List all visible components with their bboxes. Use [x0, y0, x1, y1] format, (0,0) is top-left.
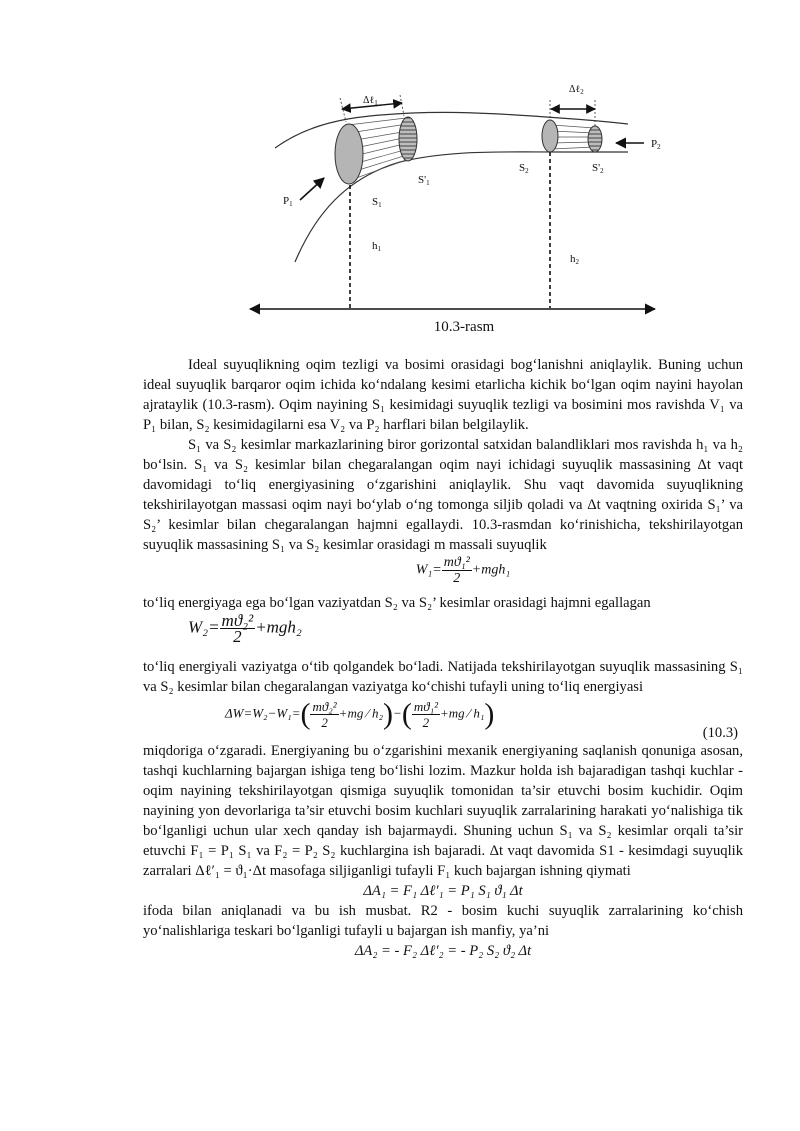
label-s1-prime: S'1: [418, 174, 430, 187]
label-h1: h1: [372, 240, 381, 253]
p1-arrow: [300, 178, 324, 200]
section-s2-prime: [588, 126, 602, 152]
paragraph-4: toʻliq energiyali vaziyatga oʻtib qolgandek boʻladi. Natijada tekshirilayotgan suyuqlik massasining S₁ va S₂ kesimlar bilan chegaralangan vaziyatga koʻchishi tufayli uning toʻliq energiyasi: [143, 659, 743, 695]
paragraph-2: S₁ va S₂ kesimlar markazlarining biror gorizontal satxidan balandliklari mos ravishda h₁ va h₂ boʻlsin. S₁ va S₂ kesimlar bilan chegaralangan oqim nayi ichidagi suyuqlik massasining Δt vaqt davomidagi toʻliq energiyasining oʻzgarishini aniqlaylik. Shu vaqt davomida suyuqlikning tekshirilayotgan massasi oqim nayi boʻylab oʻng tomonga siljib qoladi va Δt vaqtning oxirida S₁’ va S₂’ kesimlar bilan chegaralangan hajmni egallaydi. 10.3-rasmdan koʻrinishicha, tekshirilayotgan suyuqlik massasining S₁ va S₂ kesimlar orasidagi m massali suyuqlik: [143, 437, 743, 553]
paragraph-6: ifoda bilan aniqlanadi va bu ish musbat. R2 - bosim kuchi suyuqlik zarralarining koʻchish yoʻnalishlariga teskari boʻlganligi tufayli u bajargan ish manfiy, ya’ni: [143, 903, 743, 939]
label-p1: P1: [283, 195, 293, 208]
label-delta-l2: Δℓ$_2$: [569, 84, 584, 96]
label-s2: S2: [519, 162, 529, 175]
figure-10-3: [0, 0, 800, 340]
paragraph-1: Ideal suyuqlikning oqim tezligi va bosimi orasidagi bogʻlanishni aniqlaylik. Buning uchun ideal suyuqlik barqaror oqim ichida koʻndalang kesimi etarlicha kichik boʻlgan oqim nayini hayolan ajrataylik (10.3-rasm). Oqim nayining S₁ kesimidagi suyuqlik tezligi va bosimini mos ravishda V₁ va P₁ bilan, S₂ kesimidagilarni esa V₂ va P₂ harflari bilan belgilaylik.: [143, 357, 743, 433]
body-text: [143, 355, 743, 961]
section-s1: [335, 124, 363, 184]
label-h2: h2: [570, 253, 579, 266]
equation-w1: W₁= $\frac{\text{mϑ₁²}}{2}$ +mgh₁: [415, 555, 511, 586]
label-s1: S1: [372, 196, 382, 209]
label-s2-prime: S'2: [592, 162, 604, 175]
figure-caption: 10.3-rasm: [433, 319, 495, 335]
equation-a1: ΔA₁ = F₁ Δℓ′₁ = P₁ S₁ ϑ₁ Δt: [363, 883, 523, 899]
equation-w2: W₂= $\frac{\text{mϑ₂²}}{2}$ +mgh₂: [188, 611, 302, 646]
section-s2: [542, 120, 558, 152]
label-p2: P2: [651, 138, 661, 151]
paragraph-5: miqdoriga oʻzgaradi. Energiyaning bu oʻzgarishini mexanik energiyaning saqlanish qonuniga asosan, tashqi kuchlarning bajargan ishiga teng boʻlishi lozim. Mazkur holda ish bajaradigan tashqi kuchlar - oqim nayining tekshirilayotgan qismiga suyuqlik tomonidan ta’sir etuvchi bosim kuchidir. Oqim nayining yon devorlariga ta’sir etuvchi bosim kuchlari suyuqlik zarralarining harakati yoʻnalishiga tik boʻlganligi uchun ular xech qanday ish bajarmaydi. Shuning uchun S₁ va S₂ kesimlar orqali ta’sir etuvchi F₁ = P₁ S₁ va F₂ = P₂ S₂ kuchlargina ish bajaradi. Δt vaqt davomida S1 - kesimdagi suyuqlik zarralari Δℓ′₁ = ϑ₁·Δt masofaga siljiganligi tufayli F₁ kuch bajargan ishning qiymati: [143, 743, 743, 879]
label-delta-l1: Δℓ$_1$: [363, 95, 378, 107]
equation-number: (10.3): [702, 725, 738, 741]
section-s1-prime: [399, 117, 417, 161]
equation-delta-w: ΔW=W₂−W₁=( $\frac{\text{mϑ₂²}}{2}$ +mg ⁄ h₂)−( $\frac{\text{mϑ₁²}}{2}$ +mg ⁄ h₁) (10.3): [225, 697, 738, 741]
paragraph-3: toʻliq energiyaga ega boʻlgan vaziyatdan S₂ va S₂’ kesimlar orasidagi hajmni egallagan: [143, 595, 651, 611]
equation-a2: ΔA₂ = - F₂ Δℓ′₂ = - P₂ S₂ ϑ₂ Δt: [354, 943, 532, 959]
